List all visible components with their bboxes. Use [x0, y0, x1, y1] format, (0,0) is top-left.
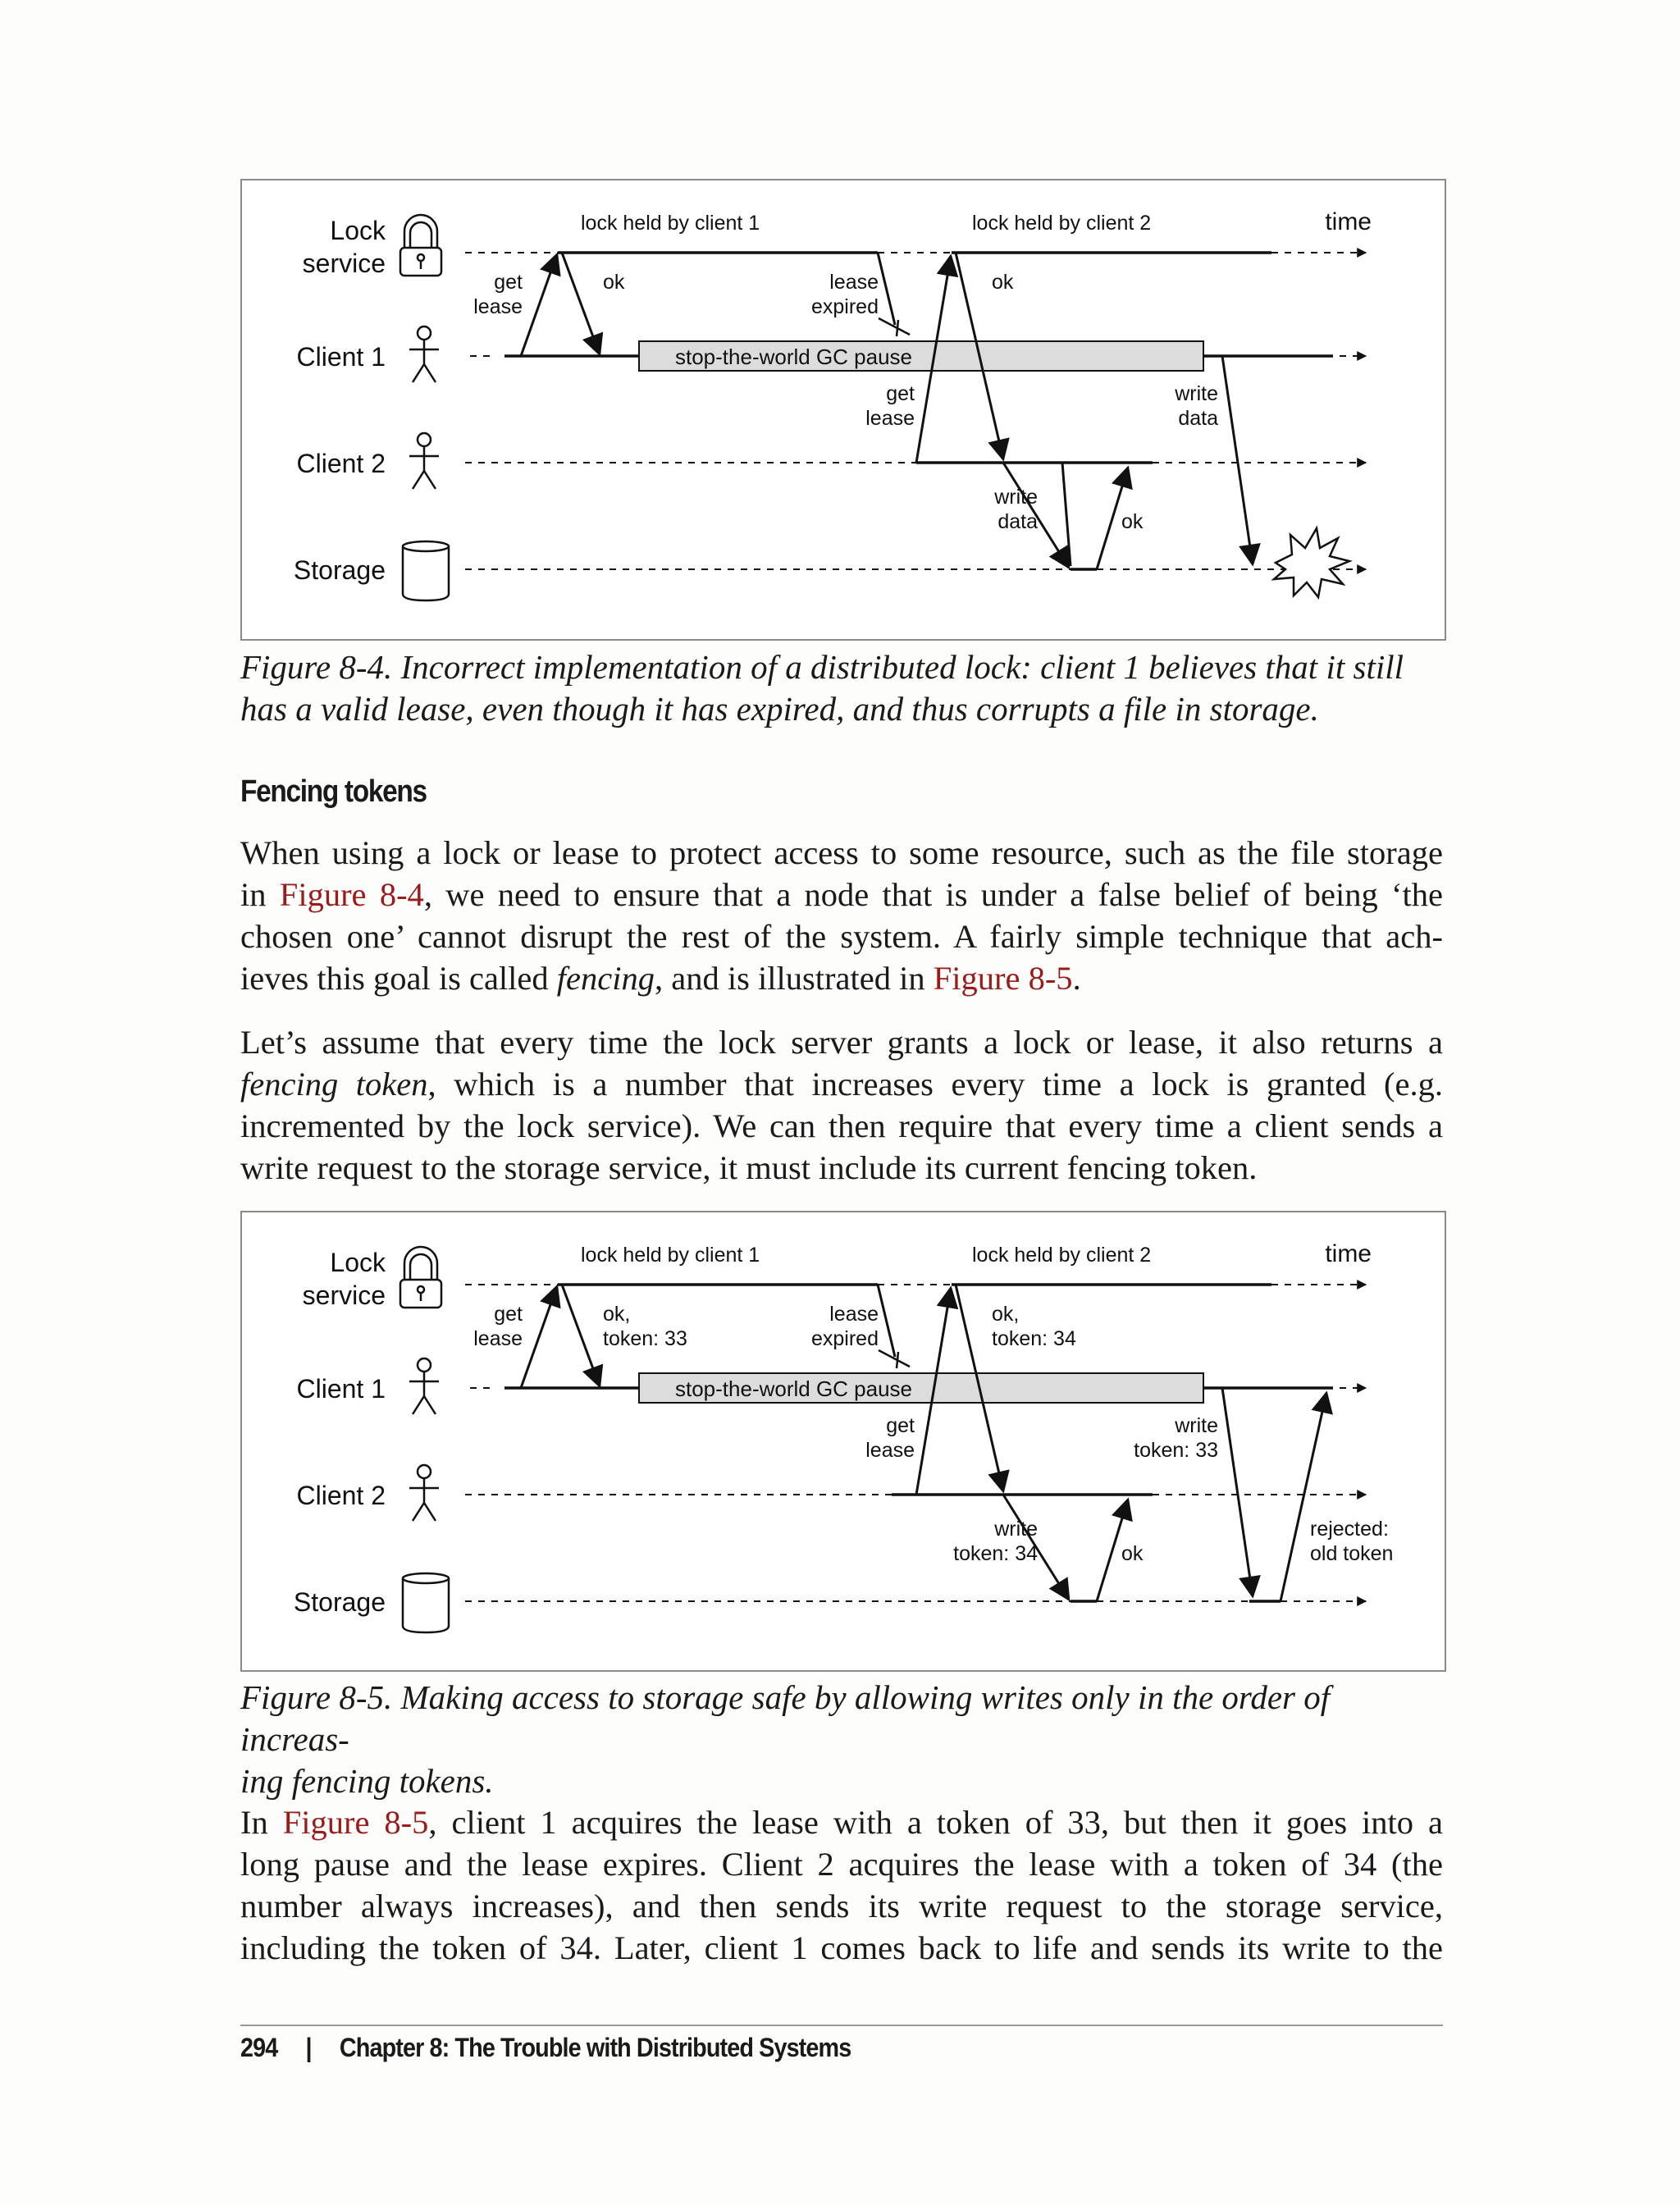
- time-label: time: [1325, 1240, 1372, 1267]
- sequence-diagram: [242, 180, 1445, 639]
- page-number: 294: [240, 2033, 278, 2062]
- client2-write-arrow: [1062, 463, 1071, 566]
- paragraph-line: number always increases), and then sends its write request to the storage service,: [240, 1888, 1443, 1924]
- get-lease-label: lease: [473, 295, 523, 318]
- figure-8-5: [240, 1211, 1446, 1672]
- paragraph-line: chosen one’ cannot disrupt the rest of the system. A fairly simple technique that ach-: [240, 918, 1443, 955]
- lock-held-client1-label: lock held by client 1: [581, 212, 760, 235]
- client1-write-label: data: [1178, 407, 1218, 430]
- person-icon: [409, 1358, 439, 1414]
- ok-token-label: token: 33: [603, 1327, 687, 1350]
- person-icon: [409, 433, 439, 489]
- ok-token-label: ok,: [603, 1303, 631, 1326]
- ok-arrow: [562, 253, 600, 354]
- caption-line: has a valid lease, even though it has expired, and thus corrupts a file in storage.: [240, 690, 1319, 728]
- paragraph: [240, 832, 1443, 999]
- paragraph-line: incremented by the lock service). We can then require that every time a client sends a: [240, 1107, 1443, 1144]
- paragraph-line: fencing token, which is a number that increases every time a lock is granted (e.g.: [240, 1066, 1443, 1102]
- storage-ok-label: ok: [1121, 1542, 1144, 1565]
- paragraph-line: ieves this goal is called fencing, and is illustrated in Figure 8-5.: [240, 960, 1081, 997]
- figure-8-4: [240, 179, 1446, 641]
- paragraph-line: When using a lock or lease to protect access to some resource, such as the file storage: [240, 834, 1443, 871]
- paragraph-line: In Figure 8-5, client 1 acquires the lease with a token of 33, but then it goes into a: [240, 1804, 1443, 1841]
- ok-token-arrow: [562, 1285, 600, 1386]
- lease-expired-label: lease: [829, 271, 879, 294]
- client2-ok-token-label: token: 34: [992, 1327, 1076, 1350]
- get-lease-arrow: [521, 254, 557, 356]
- paragraph: [240, 1021, 1443, 1189]
- caption-line: ing fencing tokens.: [240, 1762, 494, 1800]
- figure-8-5-link[interactable]: Figure 8-5: [282, 1804, 429, 1841]
- lock-held-client1-label: lock held by client 1: [581, 1244, 760, 1267]
- figure-8-4-caption: [240, 646, 1443, 730]
- actor-lock-service-label: service: [302, 1281, 386, 1310]
- client2-get-lease-label: lease: [865, 407, 915, 430]
- person-icon: [409, 326, 439, 382]
- paragraph-line: including the token of 34. Later, client 1 comes back to life and sends its write to the: [240, 1929, 1443, 1966]
- client1-write-arrow: [1222, 1388, 1253, 1596]
- actor-lock-service-label: service: [302, 249, 386, 278]
- rejected-arrow: [1281, 1393, 1326, 1601]
- rejected-label: old token: [1310, 1542, 1394, 1565]
- padlock-icon: [400, 215, 441, 276]
- actor-client2-label: Client 2: [296, 1481, 386, 1510]
- ok-label: ok: [603, 271, 625, 294]
- get-lease-label: lease: [473, 1327, 523, 1350]
- paragraph: [240, 1801, 1443, 1969]
- paragraph-line: write request to the storage service, it must include its current fencing token.: [240, 1149, 1258, 1186]
- lease-expired-label: lease: [829, 1303, 879, 1326]
- client2-ok-token-label: ok,: [992, 1303, 1020, 1326]
- figure-8-5-link[interactable]: Figure 8-5: [933, 960, 1073, 997]
- paragraph-line: Let’s assume that every time the lock server grants a lock or lease, it also returns a: [240, 1024, 1443, 1061]
- client1-write-label: write: [1175, 382, 1218, 405]
- time-label: time: [1325, 208, 1372, 235]
- actor-lock-service-label: Lock: [330, 216, 386, 245]
- footer-separator: |: [305, 2033, 312, 2062]
- paragraph-line: long pause and the lease expires. Client 2 acquires the lease with a token of 34 (the: [240, 1846, 1443, 1883]
- padlock-icon: [400, 1247, 441, 1308]
- lease-expired-label: expired: [811, 295, 879, 318]
- client2-write-label: write: [994, 1518, 1038, 1541]
- corruption-burst-icon: [1274, 528, 1349, 597]
- client2-write-label: write: [994, 486, 1038, 509]
- rejected-label: rejected:: [1310, 1518, 1389, 1541]
- actor-client1-label: Client 1: [296, 342, 386, 372]
- lease-expiry-line: [878, 253, 895, 325]
- caption-line: Figure 8-4. Incorrect implementation of a distributed lock: client 1 believes that it still: [240, 648, 1404, 686]
- client2-ok-label: ok: [992, 271, 1014, 294]
- figure-8-4-link[interactable]: Figure 8-4: [279, 876, 424, 913]
- get-lease-label: get: [494, 1303, 523, 1326]
- client2-write-label: data: [998, 510, 1038, 533]
- actor-client1-label: Client 1: [296, 1374, 386, 1404]
- footer-rule: [240, 2025, 1443, 2026]
- paragraph-line: in Figure 8-4, we need to ensure that a node that is under a false belief of being ‘the: [240, 876, 1443, 913]
- get-lease-arrow: [521, 1286, 557, 1388]
- client2-get-lease-label: get: [886, 382, 915, 405]
- caption-line: Figure 8-5. Making access to storage safe by allowing writes only in the order of increas-: [240, 1678, 1331, 1758]
- sequence-diagram: [242, 1212, 1445, 1670]
- get-lease-label: get: [494, 271, 523, 294]
- client2-write-label: token: 34: [953, 1542, 1038, 1565]
- gc-pause-label: stop-the-world GC pause: [675, 345, 913, 369]
- client1-write-label: token: 33: [1134, 1439, 1218, 1462]
- storage-cylinder-icon: [403, 541, 449, 600]
- lease-expired-label: expired: [811, 1327, 879, 1350]
- actor-storage-label: Storage: [293, 1587, 386, 1617]
- actor-storage-label: Storage: [293, 555, 386, 585]
- lock-held-client2-label: lock held by client 2: [972, 212, 1152, 235]
- client1-write-label: write: [1175, 1414, 1218, 1437]
- actor-lock-service-label: Lock: [330, 1248, 386, 1277]
- section-heading: Fencing tokens: [240, 774, 427, 809]
- chapter-title: Chapter 8: The Trouble with Distributed Systems: [339, 2033, 851, 2062]
- gc-pause-label: stop-the-world GC pause: [675, 1376, 913, 1401]
- client2-get-lease-label: lease: [865, 1439, 915, 1462]
- actor-client2-label: Client 2: [296, 449, 386, 478]
- client2-get-lease-label: get: [886, 1414, 915, 1437]
- lease-expiry-line: [878, 1285, 895, 1357]
- figure-8-5-caption: [240, 1677, 1443, 1802]
- storage-ok-label: ok: [1121, 510, 1144, 533]
- lock-held-client2-label: lock held by client 2: [972, 1244, 1152, 1267]
- storage-cylinder-icon: [403, 1573, 449, 1632]
- page-footer: [240, 2033, 851, 2063]
- person-icon: [409, 1465, 439, 1521]
- client1-write-arrow: [1222, 356, 1253, 564]
